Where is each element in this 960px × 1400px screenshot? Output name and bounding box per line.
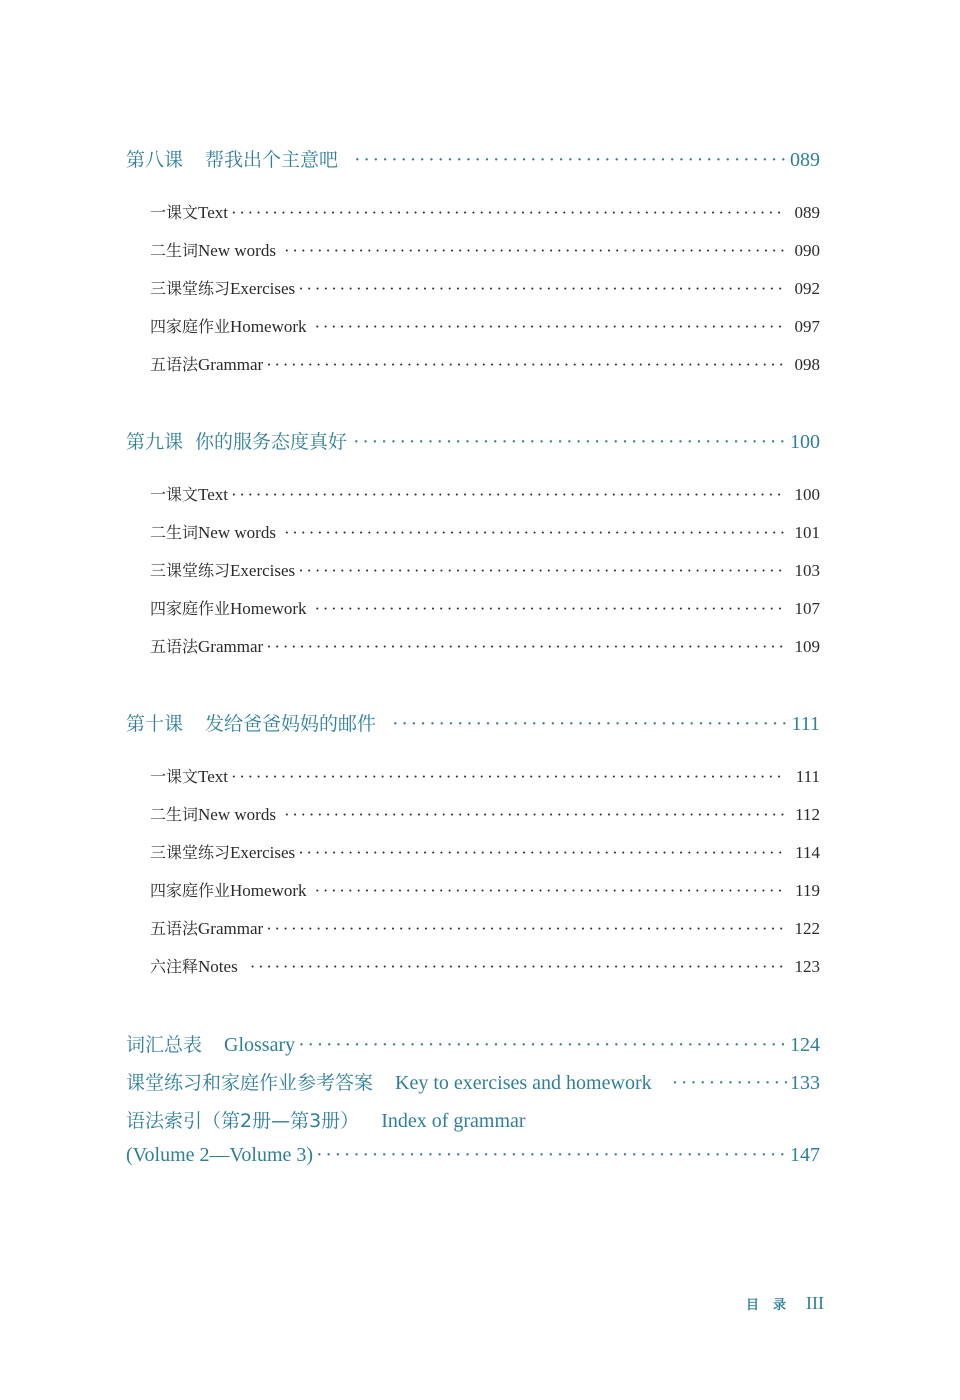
appendix-answer-key[interactable] — [126, 1068, 820, 1095]
leader-dots — [315, 881, 786, 901]
leader-dots — [298, 843, 785, 863]
item-number: 三 — [150, 561, 167, 580]
leader-dots — [266, 919, 784, 939]
leader-dots — [392, 713, 791, 736]
item-number: 一 — [150, 767, 167, 786]
page-number: 089 — [794, 203, 820, 222]
page-number: 092 — [794, 279, 820, 298]
item-title-en: New words — [198, 241, 276, 260]
leader-dots — [672, 1072, 787, 1095]
leader-dots — [298, 561, 784, 581]
item-title-zh: 生词 — [166, 805, 199, 824]
item-title-zh: 语法 — [166, 919, 199, 938]
item-title-en: Grammar — [198, 355, 264, 374]
leader-dots — [354, 149, 790, 172]
leader-dots — [231, 485, 785, 505]
item-title-zh: 家庭作业 — [166, 881, 231, 900]
item-title-zh: 课堂练习 — [166, 279, 231, 298]
item-number: 四 — [150, 599, 167, 618]
item-title-zh: 家庭作业 — [166, 317, 231, 336]
page-number: 107 — [794, 599, 820, 618]
item-title-zh: 语法 — [166, 355, 199, 374]
leader-dots — [284, 805, 785, 825]
appendix-title-en: Index of grammar — [381, 1110, 526, 1132]
item-number: 五 — [150, 355, 167, 374]
leader-dots — [250, 957, 785, 977]
item-number: 五 — [150, 919, 167, 938]
page-number: 100 — [794, 485, 820, 504]
toc-entry[interactable] — [150, 802, 820, 825]
leader-dots — [298, 279, 784, 299]
page-number: 114 — [795, 843, 820, 862]
page-number: 090 — [794, 241, 820, 260]
leader-dots — [298, 1034, 787, 1057]
item-title-zh: 课文 — [166, 767, 199, 786]
item-title-en: Grammar — [198, 919, 264, 938]
item-title-en: Text — [198, 767, 228, 786]
page-number: 112 — [795, 805, 820, 824]
page-number: 124 — [790, 1034, 820, 1056]
footer-label: 目录 — [746, 1298, 801, 1313]
item-title-zh: 生词 — [166, 241, 199, 260]
item-title-zh: 课堂练习 — [166, 843, 231, 862]
page-number: 111 — [791, 713, 820, 735]
item-title-en: Exercises — [230, 561, 296, 580]
item-title-zh: 注释 — [166, 957, 199, 976]
leader-dots — [284, 523, 785, 543]
lesson-heading-10[interactable] — [126, 709, 820, 736]
appendix-title-en: (Volume 2—Volume 3) — [126, 1144, 314, 1166]
page-number: 089 — [790, 149, 820, 171]
page-number: 097 — [794, 317, 820, 336]
item-title-zh: 生词 — [166, 523, 199, 542]
page-footer — [746, 1293, 824, 1314]
appendix-title-zh: 词汇总表 — [126, 1034, 203, 1056]
lesson-title: 发给爸爸妈妈的邮件 — [205, 713, 377, 735]
item-number: 一 — [150, 485, 167, 504]
item-title-en: Homework — [230, 881, 307, 900]
item-title-zh: 课文 — [166, 485, 199, 504]
toc-entry[interactable] — [150, 482, 820, 505]
page-number: 133 — [790, 1072, 820, 1094]
lesson-number: 第八课 — [126, 149, 184, 171]
toc-entry[interactable] — [150, 200, 820, 223]
item-title-en: Exercises — [230, 279, 296, 298]
item-number: 五 — [150, 637, 167, 656]
lesson-title: 帮我出个主意吧 — [205, 149, 339, 171]
item-title-zh: 课堂练习 — [166, 561, 231, 580]
toc-entry[interactable] — [150, 878, 820, 901]
item-number: 一 — [150, 203, 167, 222]
page-number: 111 — [795, 767, 820, 786]
leader-dots — [316, 1144, 787, 1167]
lesson-heading-8[interactable] — [126, 145, 820, 172]
item-number: 三 — [150, 279, 167, 298]
toc-entry[interactable] — [150, 314, 820, 337]
lesson-title: 你的服务态度真好 — [195, 431, 348, 453]
item-number: 四 — [150, 317, 167, 336]
item-number: 三 — [150, 843, 167, 862]
toc-entry[interactable] — [150, 352, 820, 375]
page-number: 109 — [794, 637, 820, 656]
toc-entry[interactable] — [150, 840, 820, 863]
toc-entry[interactable] — [150, 596, 820, 619]
appendix-grammar-index-line2[interactable] — [126, 1144, 820, 1167]
page-number: 103 — [794, 561, 820, 580]
page-number: 101 — [794, 523, 820, 542]
item-title-zh: 家庭作业 — [166, 599, 231, 618]
item-title-en: New words — [198, 805, 276, 824]
lesson-number: 第十课 — [126, 713, 184, 735]
item-title-en: Text — [198, 203, 228, 222]
toc-entry[interactable] — [150, 558, 820, 581]
page-number: 147 — [790, 1144, 820, 1166]
page-number: 122 — [794, 919, 820, 938]
item-title-zh: 课文 — [166, 203, 199, 222]
lesson-number: 第九课 — [126, 431, 184, 453]
footer-page-number: III — [806, 1293, 824, 1313]
leader-dots — [231, 203, 785, 223]
appendix-title-en: Glossary — [224, 1034, 296, 1056]
toc-entry[interactable] — [150, 954, 820, 977]
leader-dots — [284, 241, 785, 261]
toc-entry[interactable] — [150, 764, 820, 787]
toc-entry[interactable] — [150, 238, 820, 261]
appendix-title-zh: 课堂练习和家庭作业参考答案 — [126, 1072, 374, 1094]
page-number: 100 — [790, 431, 820, 453]
item-title-en: Homework — [230, 599, 307, 618]
leader-dots — [266, 355, 784, 375]
item-number: 四 — [150, 881, 167, 900]
page-number: 119 — [795, 881, 820, 900]
appendix-title-zh: 语法索引（第2册—第3册） — [126, 1110, 360, 1132]
page-number: 098 — [794, 355, 820, 374]
toc-entry[interactable] — [150, 634, 820, 657]
item-title-en: Notes — [198, 957, 238, 976]
item-number: 二 — [150, 241, 167, 260]
page-number: 123 — [794, 957, 820, 976]
item-title-zh: 语法 — [166, 637, 199, 656]
leader-dots — [315, 317, 785, 337]
item-title-en: New words — [198, 523, 276, 542]
item-title-en: Homework — [230, 317, 307, 336]
leader-dots — [353, 431, 790, 454]
leader-dots — [231, 767, 786, 787]
toc-entry[interactable] — [150, 916, 820, 939]
item-title-en: Exercises — [230, 843, 296, 862]
leader-dots — [315, 599, 785, 619]
item-title-en: Text — [198, 485, 228, 504]
leader-dots — [266, 637, 784, 657]
item-number: 六 — [150, 957, 167, 976]
item-number: 二 — [150, 523, 167, 542]
lesson-heading-9[interactable] — [126, 427, 820, 454]
item-title-en: Grammar — [198, 637, 264, 656]
appendix-grammar-index[interactable] — [126, 1106, 820, 1133]
appendix-title-en: Key to exercises and homework — [395, 1072, 652, 1094]
toc-entry[interactable] — [150, 520, 820, 543]
item-number: 二 — [150, 805, 167, 824]
toc-entry[interactable] — [150, 276, 820, 299]
appendix-glossary[interactable] — [126, 1030, 820, 1057]
